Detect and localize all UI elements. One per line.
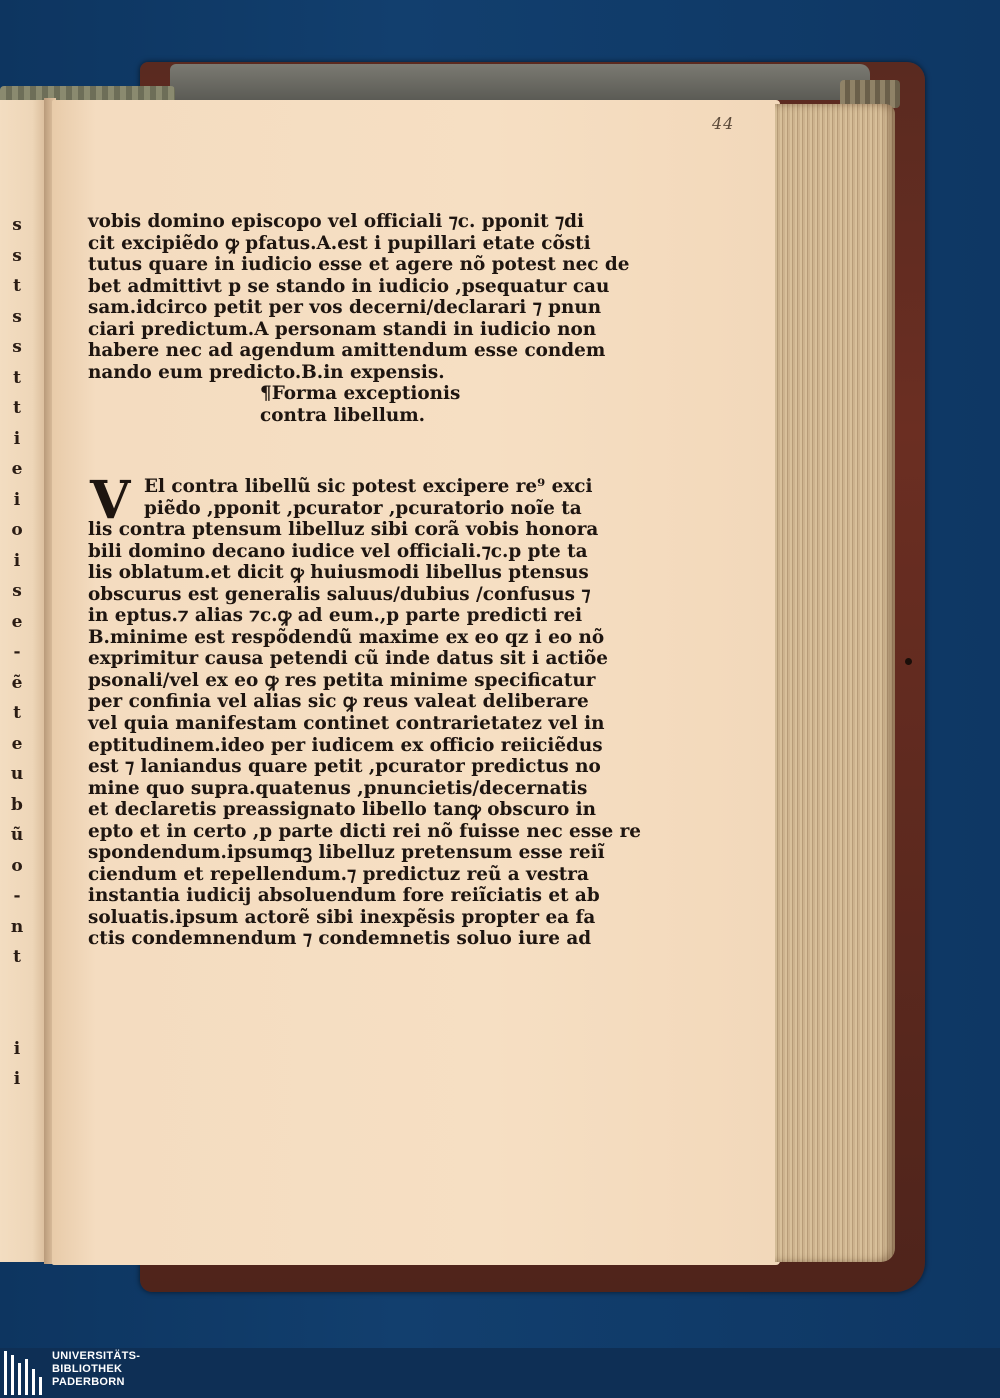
logo-line: PADERBORN bbox=[52, 1376, 125, 1388]
logo-line: BIBLIOTHEK bbox=[52, 1363, 123, 1375]
text-line: El contra libellũ sic potest excipere re⁹ exci bbox=[144, 476, 593, 497]
margin-letter bbox=[4, 973, 30, 1004]
text-line: eptitudinem.ideo per iudicem ex officio reiiciẽdus bbox=[88, 734, 603, 756]
margin-letter: i bbox=[13, 1038, 21, 1059]
text-line: mine quo supra.quatenus ,pnuncietis/decernatis bbox=[88, 777, 588, 799]
text-line: habere nec ad agendum amittendum esse condem bbox=[88, 340, 606, 362]
page-edges bbox=[775, 104, 895, 1262]
text-line: lis contra ptensum libelluz sibi corã vobis honora bbox=[88, 519, 599, 541]
text-line: exprimitur causa petendi cũ inde datus sit i actiõe bbox=[88, 648, 609, 670]
logo-line: UNIVERSITÄTS- bbox=[52, 1350, 141, 1362]
library-footer bbox=[0, 1348, 1000, 1398]
folio-number: 44 bbox=[712, 114, 735, 133]
text-line: est ⁊ laniandus quare petit ,pcurator predictus no bbox=[88, 756, 601, 778]
margin-letter: s bbox=[12, 215, 22, 235]
text-line: spondendum.ipsumqꝫ libelluz pretensum esse reiĩ bbox=[88, 842, 605, 864]
section-heading: ¶Forma exceptionis bbox=[260, 383, 461, 405]
margin-letter: ũ bbox=[10, 825, 24, 845]
section-heading: contra libellum. bbox=[260, 404, 426, 426]
margin-letter: i bbox=[13, 1069, 21, 1089]
text-line: ciendum et repellendum.⁊ predictuz reũ a vestra bbox=[88, 863, 589, 885]
text-line: bili domino decano iudice vel officiali.⁊c.p pte ta bbox=[88, 540, 588, 562]
text-line: lis oblatum.et dicit ꝙ huiusmodi libellus ptensus bbox=[88, 562, 589, 584]
text-line: obscurus est generalis saluus/dubius /confusus ⁊ bbox=[88, 583, 591, 605]
text-line: nando eum predicto.B.in expensis. bbox=[88, 361, 445, 383]
text-line: tutus quare in iudicio esse et agere nõ potest nec de bbox=[88, 254, 630, 276]
decorated-initial: V bbox=[90, 470, 131, 531]
margin-letter: b bbox=[11, 794, 23, 815]
margin-letter: - bbox=[13, 886, 21, 906]
margin-letter: - bbox=[13, 642, 21, 662]
paragraph-2 bbox=[88, 470, 641, 950]
text-line: vobis domino episcopo vel officiali ⁊c. pponit ⁊di bbox=[88, 211, 585, 232]
margin-letter: s bbox=[12, 337, 22, 357]
text-line: bet admittivt p se stando in iudicio ,psequatur cau bbox=[88, 275, 610, 297]
text-line: epto et in certo ,p parte dicti rei nõ fuisse nec esse re bbox=[88, 820, 641, 842]
text-line: et declaretis preassignato libello tanꝙ obscuro in bbox=[88, 799, 596, 821]
left-page-margin-text bbox=[4, 210, 30, 1095]
library-logo-icon bbox=[4, 1351, 44, 1395]
text-line: in eptus.⁊ alias ⁊c.ꝙ ad eum.,p parte predicti rei bbox=[88, 605, 583, 627]
text-line: ctis condemnendum ⁊ condemnetis soluo iure ad bbox=[88, 928, 592, 950]
margin-letter: i bbox=[13, 550, 21, 571]
margin-letter: e bbox=[11, 611, 23, 632]
margin-letter: o bbox=[11, 855, 23, 876]
margin-letter: e bbox=[11, 459, 23, 479]
margin-letter: s bbox=[12, 306, 22, 327]
text-line: soluatis.ipsum actorẽ sibi inexpẽsis propter ea fa bbox=[88, 906, 596, 928]
margin-letter: t bbox=[13, 276, 21, 296]
text-line: instantia iudicij absoluendum fore reiĩciatis et ab bbox=[88, 885, 600, 907]
margin-letter: i bbox=[13, 489, 21, 510]
margin-letter: e bbox=[11, 733, 23, 754]
margin-letter: t bbox=[13, 947, 21, 967]
margin-letter: t bbox=[13, 367, 21, 388]
margin-letter: i bbox=[13, 428, 21, 449]
text-line: sam.idcirco petit per vos decerni/declarari ⁊ pnun bbox=[88, 297, 602, 319]
text-line: B.minime est respõdendũ maxime ex eo qz i eo nõ bbox=[88, 626, 605, 648]
margin-letter: ẽ bbox=[11, 672, 23, 693]
margin-letter: n bbox=[10, 916, 24, 937]
margin-letter: u bbox=[10, 764, 24, 784]
text-line: per confinia vel alias sic ꝙ reus valeat deliberare bbox=[88, 691, 589, 713]
margin-letter: o bbox=[11, 520, 23, 540]
library-logo-text bbox=[52, 1350, 140, 1389]
book-spine-top bbox=[170, 64, 870, 100]
cover-hole bbox=[905, 658, 912, 665]
text-line: cit excipiẽdo ꝙ pfatus.A.est i pupillari etate cõsti bbox=[88, 232, 591, 254]
margin-letter bbox=[4, 1003, 30, 1034]
text-line: piẽdo ,pponit ,pcurator ,pcuratorio noĩe ta bbox=[144, 497, 582, 519]
paragraph-1 bbox=[88, 211, 630, 426]
margin-letter: t bbox=[13, 398, 21, 418]
text-line: vel quia manifestam continet contrarietatez vel in bbox=[88, 713, 605, 735]
text-line: psonali/vel ex eo ꝙ res petita minime specificatur bbox=[88, 669, 596, 691]
margin-letter: s bbox=[12, 245, 22, 266]
margin-letter: s bbox=[12, 581, 22, 601]
text-line: ciari predictum.A personam standi in iudicio non bbox=[88, 318, 597, 340]
margin-letter: t bbox=[13, 703, 21, 723]
